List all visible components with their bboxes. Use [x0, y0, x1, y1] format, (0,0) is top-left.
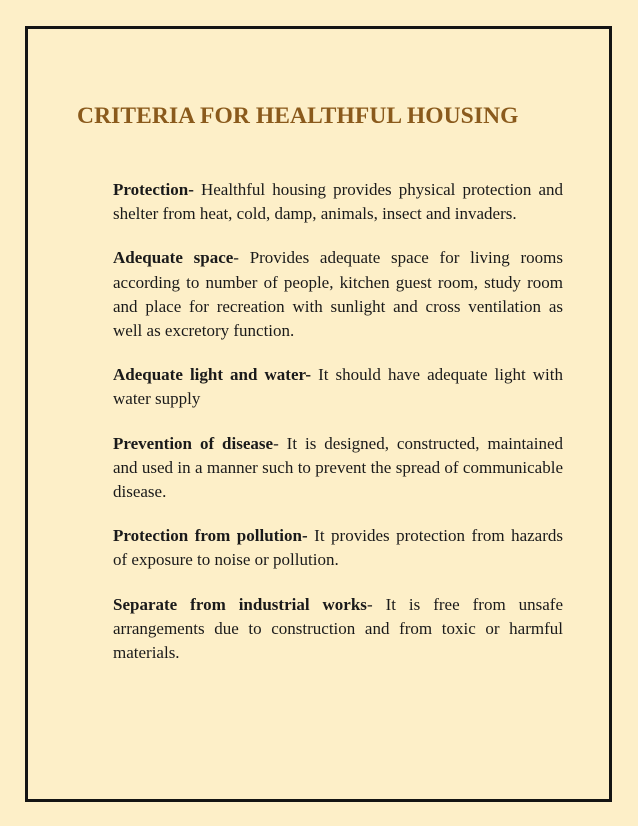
criterion-text: It provides protection from hazards of exposure to noise or pollution.	[113, 526, 563, 570]
criterion-heading: Prevention of disease	[113, 433, 274, 453]
criterion-protection	[113, 178, 563, 226]
criterion-text: - Provides adequate space for living rooms according to number of people, kitchen guest room, study room and place for recreation with sunlight and cross ventilation as well as excretory function.	[113, 248, 563, 341]
criterion-text: Healthful housing provides physical protection and shelter from heat, cold, damp, animals, insect and invaders.	[113, 180, 563, 224]
criterion-text: - It is designed, constructed, maintained and used in a manner such to prevent the spread of communicable disease.	[113, 433, 563, 502]
criterion-adequate-space	[113, 246, 563, 343]
criterion-heading: Protection-	[113, 180, 194, 199]
criterion-heading: Adequate space	[113, 248, 234, 268]
criterion-text: It should have adequate light with water supply	[113, 365, 563, 409]
page-title: CRITERIA FOR HEALTHFUL HOUSING	[77, 103, 519, 129]
criterion-heading: Adequate light and water-	[113, 365, 312, 385]
criterion-light-water	[113, 363, 563, 411]
criterion-heading: Separate from industrial works	[113, 594, 367, 614]
criteria-list	[113, 178, 563, 685]
criterion-prevention-disease	[113, 432, 563, 505]
criterion-text: - It is free from unsafe arrangements due to construction and from toxic or harmful materials.	[113, 594, 564, 663]
criterion-heading: Protection from pollution-	[113, 526, 308, 546]
criterion-protection-pollution	[113, 524, 563, 572]
criterion-separate-industrial	[113, 593, 563, 666]
